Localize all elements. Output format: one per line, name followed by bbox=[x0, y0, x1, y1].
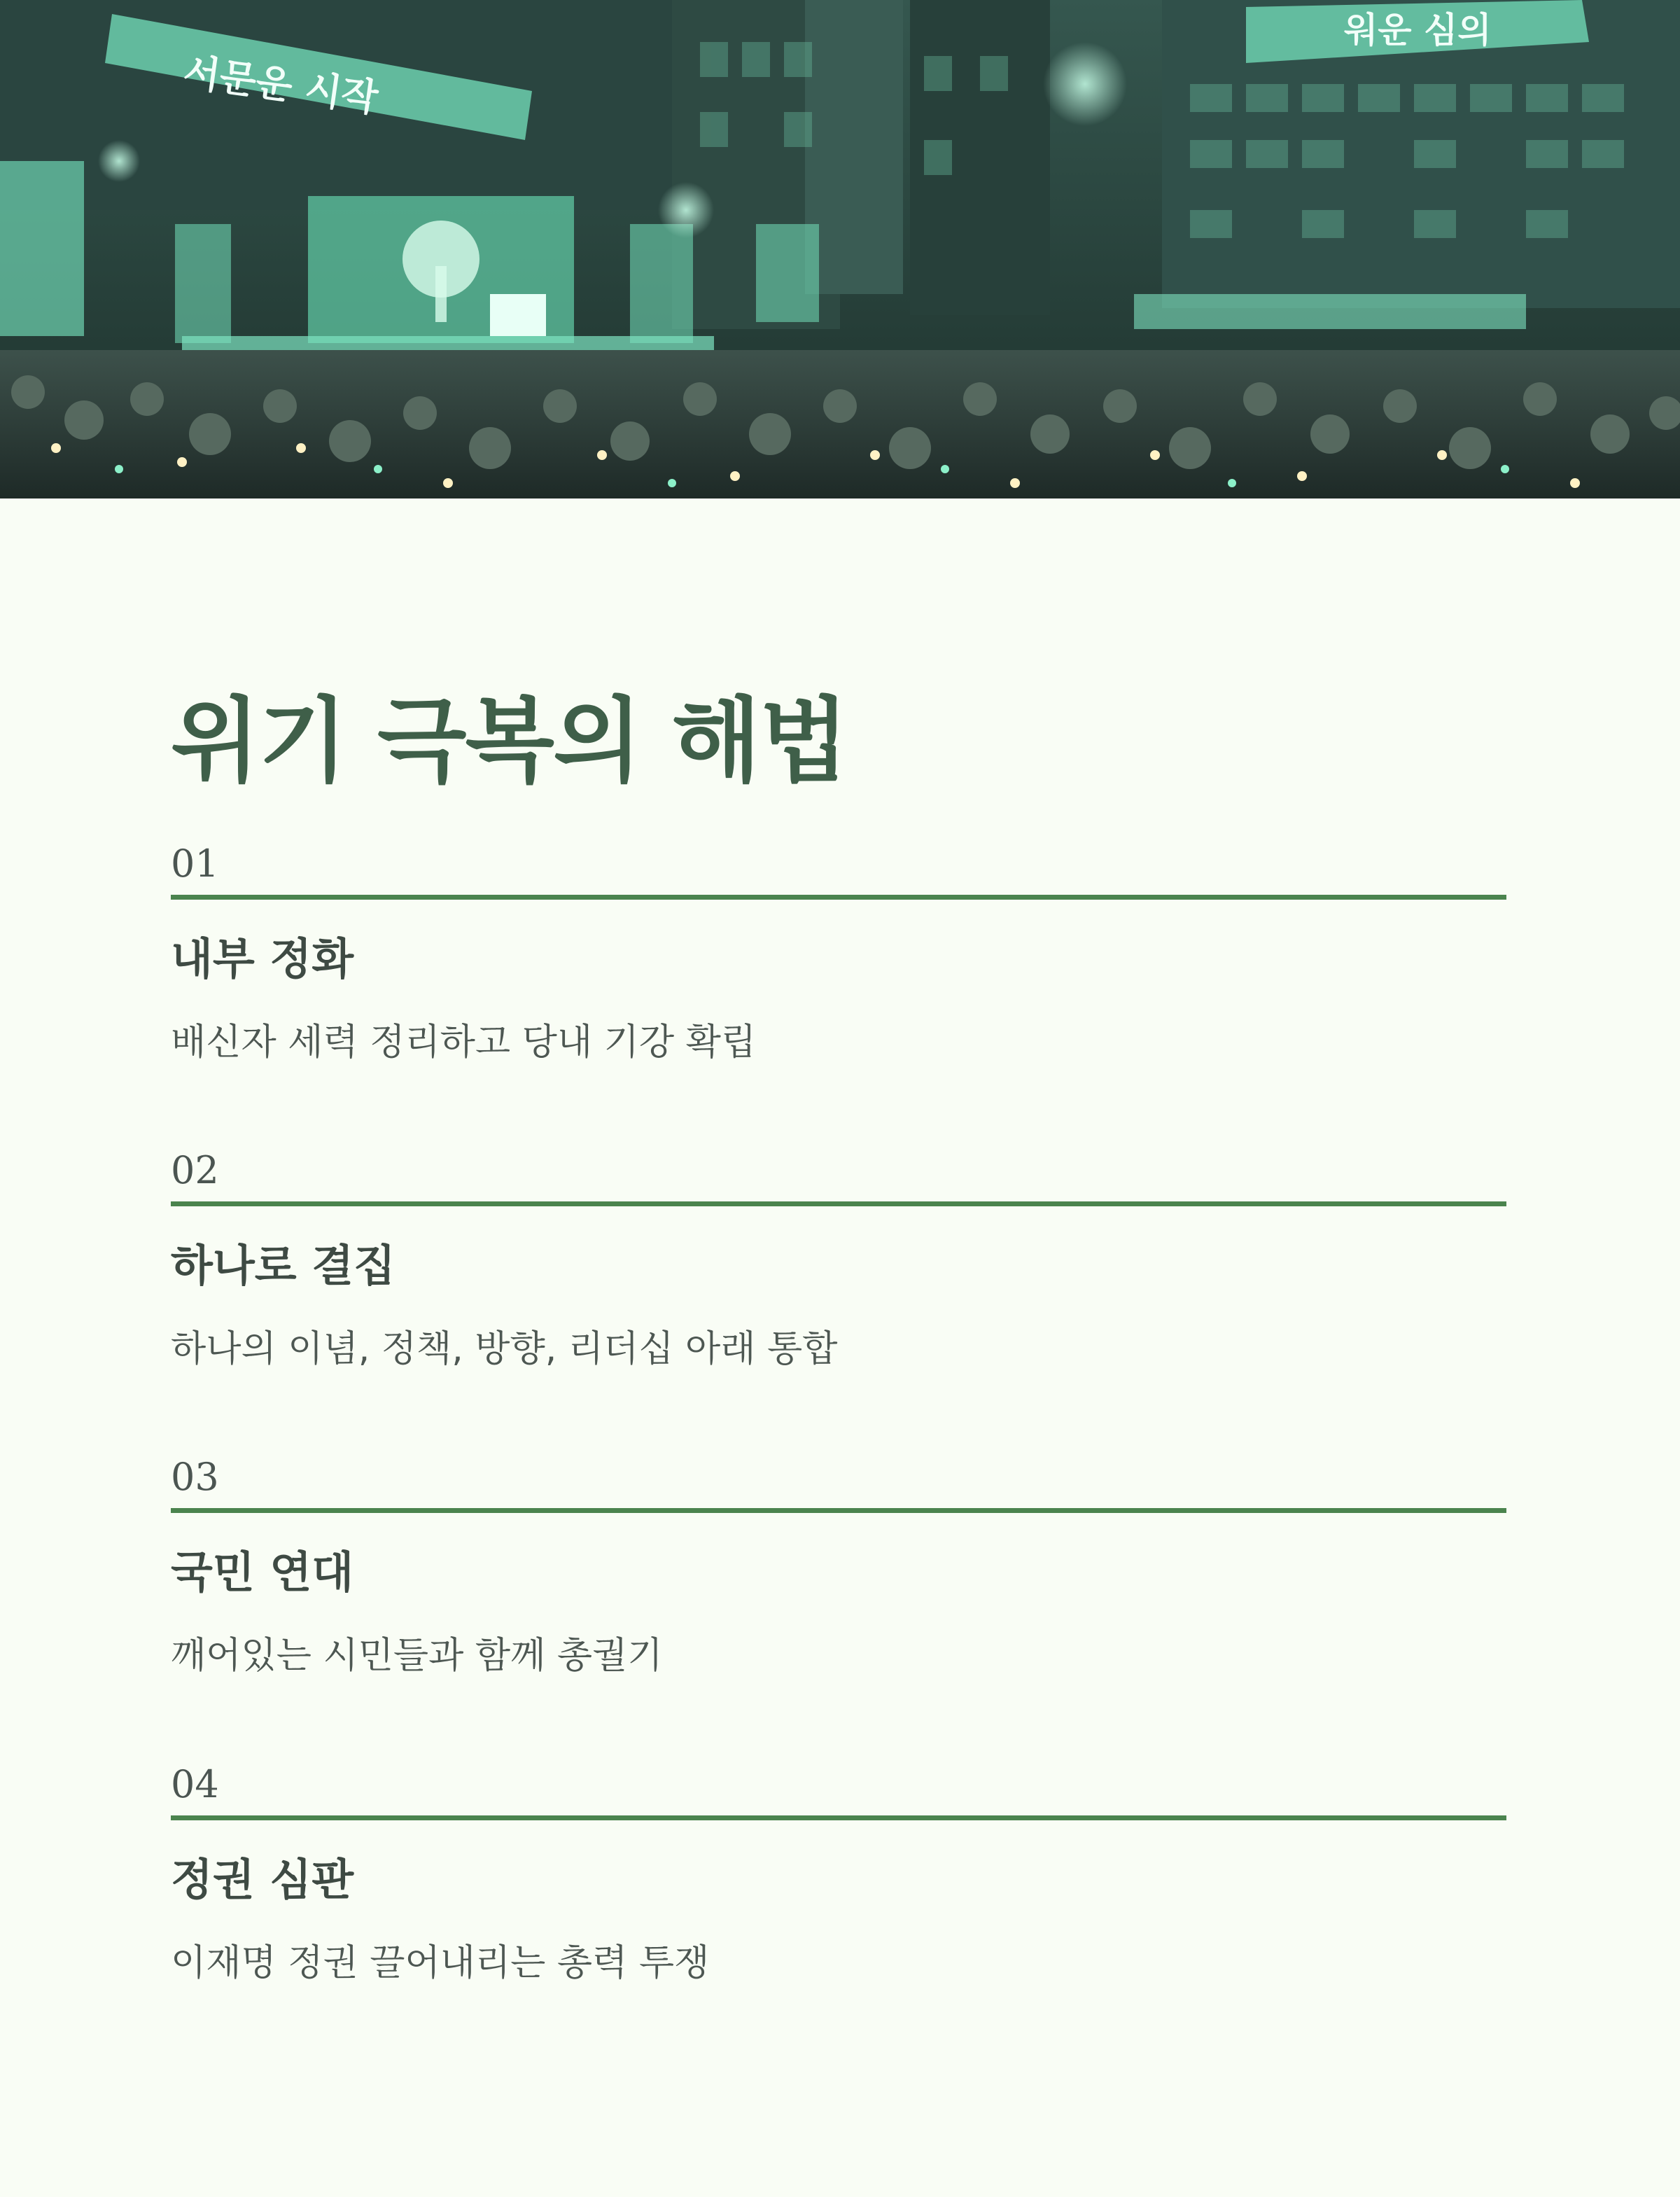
divider bbox=[171, 1201, 1506, 1206]
banner-left-text: 서문운 시작 bbox=[181, 49, 381, 120]
item-number: 01 bbox=[171, 842, 219, 886]
hero-image bbox=[0, 0, 1680, 498]
item-description: 이재명 정권 끌어내리는 총력 투쟁 bbox=[171, 1942, 710, 1984]
page-title: 위기 극복의 해법 bbox=[171, 688, 848, 795]
divider bbox=[171, 895, 1506, 900]
divider bbox=[171, 1508, 1506, 1513]
item-number: 04 bbox=[171, 1762, 219, 1806]
item-description: 깨어있는 시민들과 함께 총궐기 bbox=[171, 1635, 663, 1677]
divider bbox=[171, 1815, 1506, 1820]
item-number: 03 bbox=[171, 1455, 219, 1499]
content-area bbox=[0, 498, 1680, 2197]
item-heading: 하나로 결집 bbox=[171, 1240, 396, 1291]
item-heading: 정권 심판 bbox=[171, 1854, 354, 1905]
item-heading: 내부 정화 bbox=[171, 933, 354, 984]
item-number: 02 bbox=[171, 1148, 219, 1192]
banner-right-text: 워운 심의 bbox=[1344, 10, 1492, 50]
item-heading: 국민 연대 bbox=[171, 1547, 354, 1598]
item-description: 하나의 이념, 정책, 방향, 리더십 아래 통합 bbox=[171, 1328, 838, 1370]
item-description: 배신자 세력 정리하고 당내 기강 확립 bbox=[171, 1021, 757, 1063]
